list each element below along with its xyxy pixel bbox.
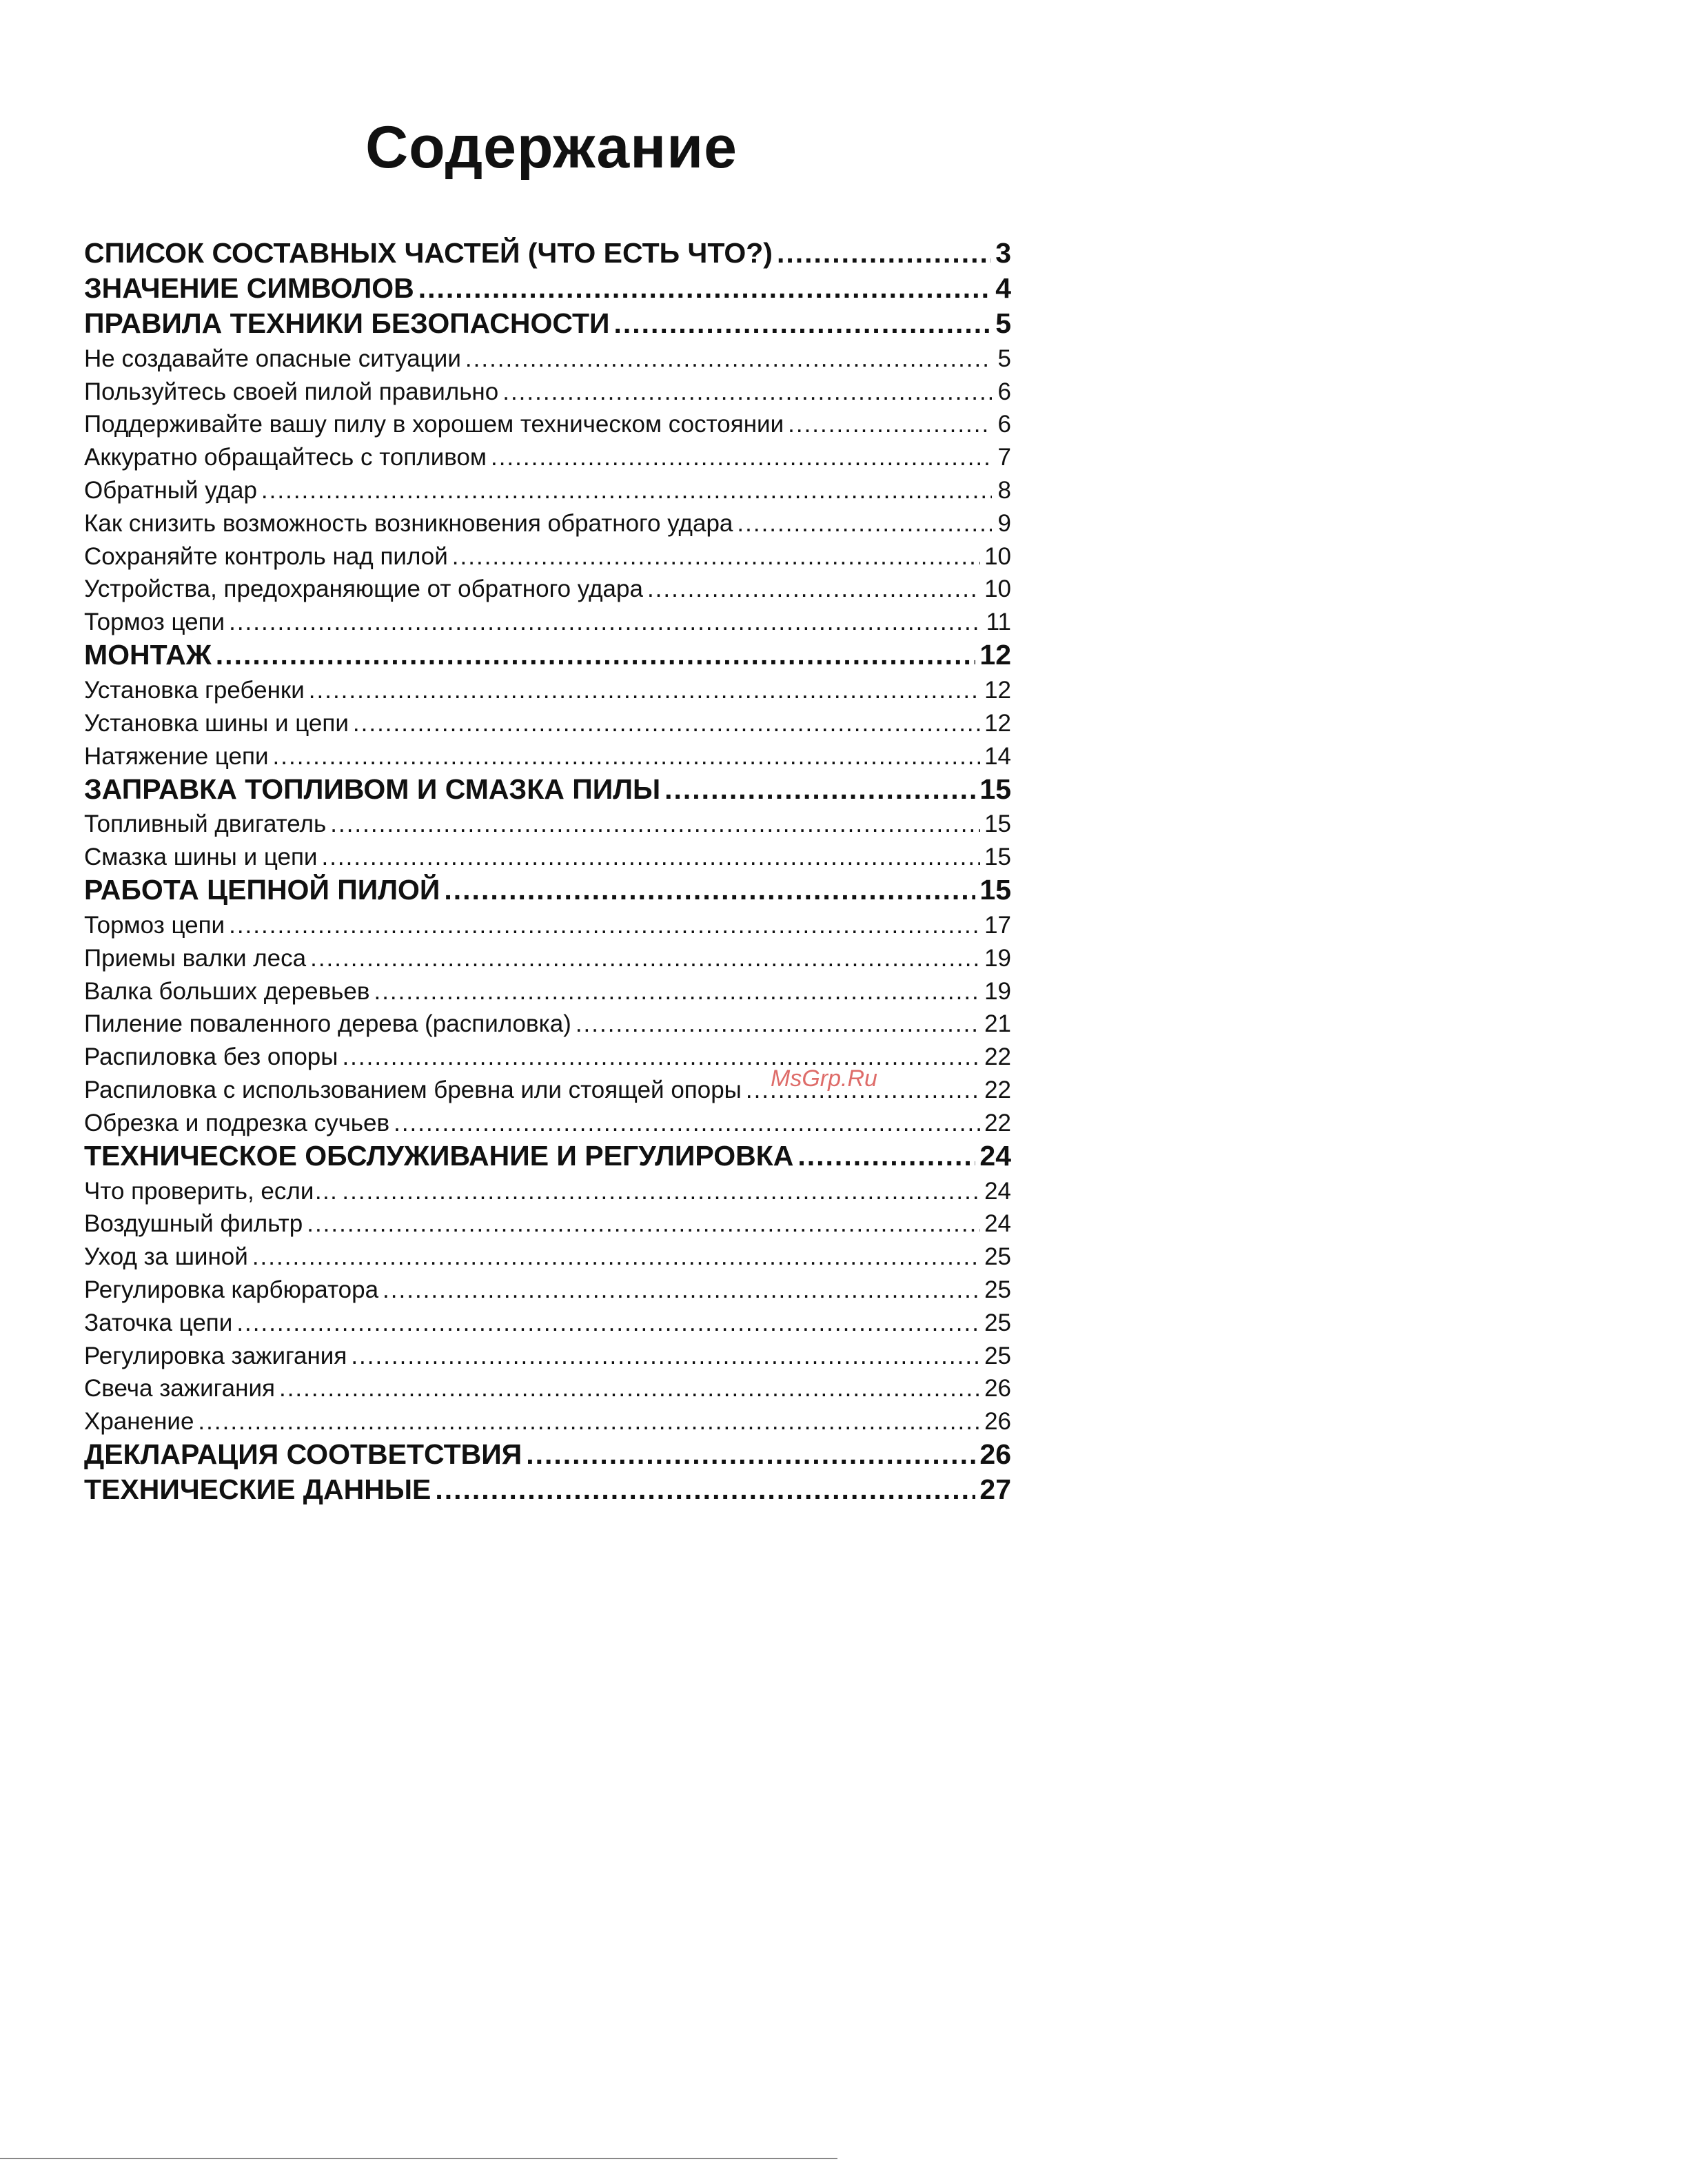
table-of-contents <box>84 234 1011 1506</box>
toc-subsection-entry[interactable] <box>84 671 1011 704</box>
toc-dot-leader <box>252 1243 980 1271</box>
toc-dot-leader <box>330 810 980 838</box>
toc-subsection-entry[interactable] <box>84 939 1011 972</box>
toc-dot-leader <box>353 710 980 737</box>
toc-dot-leader <box>797 1140 975 1172</box>
toc-dot-leader <box>491 444 992 471</box>
toc-dot-leader <box>310 945 980 972</box>
toc-entry-label: Пользуйтесь своей пилой правильно <box>84 378 499 405</box>
toc-page-number: 15 <box>984 810 1011 838</box>
toc-page-number: 26 <box>984 1375 1011 1402</box>
toc-entry-label: Обратный удар <box>84 476 257 504</box>
toc-entry-label: Поддерживайте вашу пилу в хорошем техническом состоянии <box>84 411 784 438</box>
toc-page-number: 15 <box>979 773 1011 805</box>
toc-dot-leader <box>374 978 980 1006</box>
toc-entry-label: Как снизить возможность возникновения обратного удара <box>84 509 733 537</box>
toc-page-number: 22 <box>984 1076 1011 1103</box>
toc-subsection-entry[interactable] <box>84 838 1011 871</box>
toc-dot-leader <box>229 912 980 939</box>
toc-entry-label: Свеча зажигания <box>84 1375 275 1402</box>
page-title: Содержание <box>365 114 738 181</box>
toc-entry-label: СПИСОК СОСТАВНЫХ ЧАСТЕЙ (ЧТО ЕСТЬ ЧТО?) <box>84 237 773 269</box>
toc-subsection-entry[interactable] <box>84 571 1011 604</box>
toc-page-number: 22 <box>984 1043 1011 1071</box>
toc-page-number: 26 <box>979 1438 1011 1471</box>
toc-page-number: 21 <box>984 1010 1011 1038</box>
toc-page-number: 15 <box>984 844 1011 871</box>
toc-entry-label: ЗНАЧЕНИЕ СИМВОЛОВ <box>84 272 414 304</box>
toc-page-number: 5 <box>995 307 1011 339</box>
toc-dot-leader <box>342 1043 980 1071</box>
toc-entry-label: Тормоз цепи <box>84 609 225 636</box>
toc-section-entry[interactable] <box>84 269 1011 305</box>
toc-section-entry[interactable] <box>84 1137 1011 1172</box>
toc-subsection-entry[interactable] <box>84 806 1011 839</box>
toc-subsection-entry[interactable] <box>84 1006 1011 1039</box>
toc-dot-leader <box>465 345 992 373</box>
toc-dot-leader <box>647 575 980 603</box>
toc-subsection-entry[interactable] <box>84 1271 1011 1304</box>
toc-subsection-entry[interactable] <box>84 504 1011 538</box>
toc-dot-leader <box>307 1210 980 1238</box>
toc-entry-label: Аккуратно обращайтесь с топливом <box>84 444 487 471</box>
toc-section-entry[interactable] <box>84 871 1011 906</box>
toc-entry-label: Топливный двигатель <box>84 810 327 838</box>
toc-subsection-entry[interactable] <box>84 1337 1011 1370</box>
toc-page-number: 19 <box>984 977 1011 1005</box>
toc-subsection-entry[interactable] <box>84 1104 1011 1137</box>
toc-entry-label: Хранение <box>84 1408 194 1436</box>
toc-page-number: 22 <box>984 1109 1011 1136</box>
toc-section-entry[interactable] <box>84 1471 1011 1506</box>
toc-page-number: 24 <box>979 1139 1011 1172</box>
toc-subsection-entry[interactable] <box>84 972 1011 1006</box>
toc-page-number: 25 <box>984 1309 1011 1336</box>
toc-entry-label: ЗАПРАВКА ТОПЛИВОМ И СМАЗКА ПИЛЫ <box>84 773 661 805</box>
toc-page-number: 15 <box>979 874 1011 906</box>
toc-dot-leader <box>418 272 991 305</box>
toc-entry-label: Не создавайте опасные ситуации <box>84 345 461 372</box>
toc-dot-leader <box>664 773 975 806</box>
toc-entry-label: Устройства, предохраняющие от обратного удара <box>84 575 643 603</box>
toc-dot-leader <box>351 1343 980 1370</box>
toc-subsection-entry[interactable] <box>84 406 1011 439</box>
toc-entry-label: Сохраняйте контроль над пилой <box>84 542 448 570</box>
toc-entry-label: Распиловка без опоры <box>84 1043 338 1071</box>
toc-entry-label: Тормоз цепи <box>84 911 225 939</box>
toc-page-number: 10 <box>984 542 1011 570</box>
toc-entry-label: ПРАВИЛА ТЕХНИКИ БЕЗОПАСНОСТИ <box>84 307 610 339</box>
toc-entry-label: Что проверить, если… <box>84 1177 338 1205</box>
toc-page-number: 17 <box>984 911 1011 939</box>
toc-subsection-entry[interactable] <box>84 538 1011 571</box>
toc-dot-leader <box>502 378 992 406</box>
toc-subsection-entry[interactable] <box>84 1402 1011 1436</box>
toc-dot-leader <box>273 743 981 770</box>
toc-section-entry[interactable] <box>84 636 1011 671</box>
toc-page-number: 9 <box>997 509 1011 537</box>
toc-section-entry[interactable] <box>84 234 1011 269</box>
toc-dot-leader <box>444 874 975 906</box>
toc-dot-leader <box>321 844 980 871</box>
toc-entry-label: ТЕХНИЧЕСКОЕ ОБСЛУЖИВАНИЕ И РЕГУЛИРОВКА <box>84 1139 794 1172</box>
toc-entry-label: Валка больших деревьев <box>84 977 370 1005</box>
toc-page-number: 3 <box>995 237 1011 269</box>
toc-entry-label: Установка гребенки <box>84 676 305 704</box>
watermark: MsGrp.Ru <box>771 1065 877 1092</box>
toc-entry-label: ТЕХНИЧЕСКИЕ ДАННЫЕ <box>84 1473 431 1506</box>
toc-section-entry[interactable] <box>84 305 1011 340</box>
toc-page-number: 26 <box>984 1408 1011 1436</box>
toc-dot-leader <box>394 1110 980 1137</box>
toc-subsection-entry[interactable] <box>84 471 1011 504</box>
toc-subsection-entry[interactable] <box>84 737 1011 770</box>
toc-page-number: 25 <box>984 1276 1011 1303</box>
toc-subsection-entry[interactable] <box>84 373 1011 406</box>
toc-page-number: 6 <box>997 378 1011 405</box>
toc-dot-leader <box>216 639 976 671</box>
toc-dot-leader <box>613 307 991 340</box>
toc-dot-leader <box>236 1309 980 1337</box>
toc-page-number: 27 <box>979 1473 1011 1506</box>
toc-subsection-entry[interactable] <box>84 1238 1011 1271</box>
toc-dot-leader <box>788 411 992 438</box>
toc-entry-label: Пиление поваленного дерева (распиловка) <box>84 1010 571 1038</box>
toc-entry-label: Воздушный фильтр <box>84 1210 303 1238</box>
toc-page-number: 24 <box>984 1210 1011 1238</box>
toc-subsection-entry[interactable] <box>84 704 1011 737</box>
bottom-rule <box>0 2158 837 2159</box>
toc-page-number: 12 <box>979 639 1011 671</box>
toc-page-number: 11 <box>986 609 1011 636</box>
toc-dot-leader <box>279 1375 980 1402</box>
toc-entry-label: Заточка цепи <box>84 1309 233 1336</box>
toc-entry-label: Смазка шины и цепи <box>84 844 318 871</box>
toc-entry-label: Установка шины и цепи <box>84 709 349 737</box>
toc-page-number: 25 <box>984 1243 1011 1271</box>
toc-page-number: 12 <box>984 676 1011 704</box>
toc-subsection-entry[interactable] <box>84 1172 1011 1205</box>
toc-entry-label: ДЕКЛАРАЦИЯ СООТВЕТСТВИЯ <box>84 1438 522 1471</box>
toc-entry-label: Распиловка с использованием бревна или стоящей опоры <box>84 1076 742 1103</box>
toc-subsection-entry[interactable] <box>84 603 1011 636</box>
toc-page-number: 7 <box>997 444 1011 471</box>
toc-subsection-entry[interactable] <box>84 438 1011 471</box>
toc-dot-leader <box>342 1178 980 1205</box>
toc-section-entry[interactable] <box>84 770 1011 806</box>
toc-subsection-entry[interactable] <box>84 1205 1011 1238</box>
toc-section-entry[interactable] <box>84 1436 1011 1471</box>
toc-entry-label: Регулировка зажигания <box>84 1342 347 1369</box>
toc-dot-leader <box>452 543 980 571</box>
toc-dot-leader <box>435 1473 975 1506</box>
toc-subsection-entry[interactable] <box>84 906 1011 939</box>
toc-subsection-entry[interactable] <box>84 340 1011 373</box>
toc-page-number: 5 <box>997 345 1011 372</box>
toc-entry-label: Уход за шиной <box>84 1243 248 1271</box>
toc-page-number: 8 <box>997 476 1011 504</box>
toc-dot-leader <box>526 1438 975 1471</box>
toc-subsection-entry[interactable] <box>84 1370 1011 1403</box>
toc-entry-label: МОНТАЖ <box>84 639 212 671</box>
toc-entry-label: Приемы валки леса <box>84 944 307 972</box>
toc-dot-leader <box>383 1276 980 1304</box>
toc-entry-label: РАБОТА ЦЕПНОЙ ПИЛОЙ <box>84 874 440 906</box>
toc-page-number: 4 <box>995 272 1011 304</box>
toc-subsection-entry[interactable] <box>84 1304 1011 1337</box>
toc-page-number: 14 <box>984 742 1011 770</box>
toc-dot-leader <box>309 677 980 704</box>
toc-page-number: 12 <box>984 709 1011 737</box>
toc-dot-leader <box>576 1010 980 1038</box>
toc-page-number: 19 <box>984 944 1011 972</box>
toc-dot-leader <box>198 1408 980 1436</box>
toc-page-number: 10 <box>984 575 1011 603</box>
toc-page-number: 24 <box>984 1177 1011 1205</box>
toc-entry-label: Обрезка и подрезка сучьев <box>84 1109 390 1136</box>
toc-dot-leader <box>737 510 992 538</box>
toc-dot-leader <box>261 477 992 504</box>
toc-dot-leader <box>777 237 991 269</box>
toc-page-number: 6 <box>997 411 1011 438</box>
toc-page-number: 25 <box>984 1342 1011 1369</box>
toc-dot-leader <box>229 609 982 636</box>
toc-entry-label: Регулировка карбюратора <box>84 1276 379 1303</box>
toc-entry-label: Натяжение цепи <box>84 742 269 770</box>
